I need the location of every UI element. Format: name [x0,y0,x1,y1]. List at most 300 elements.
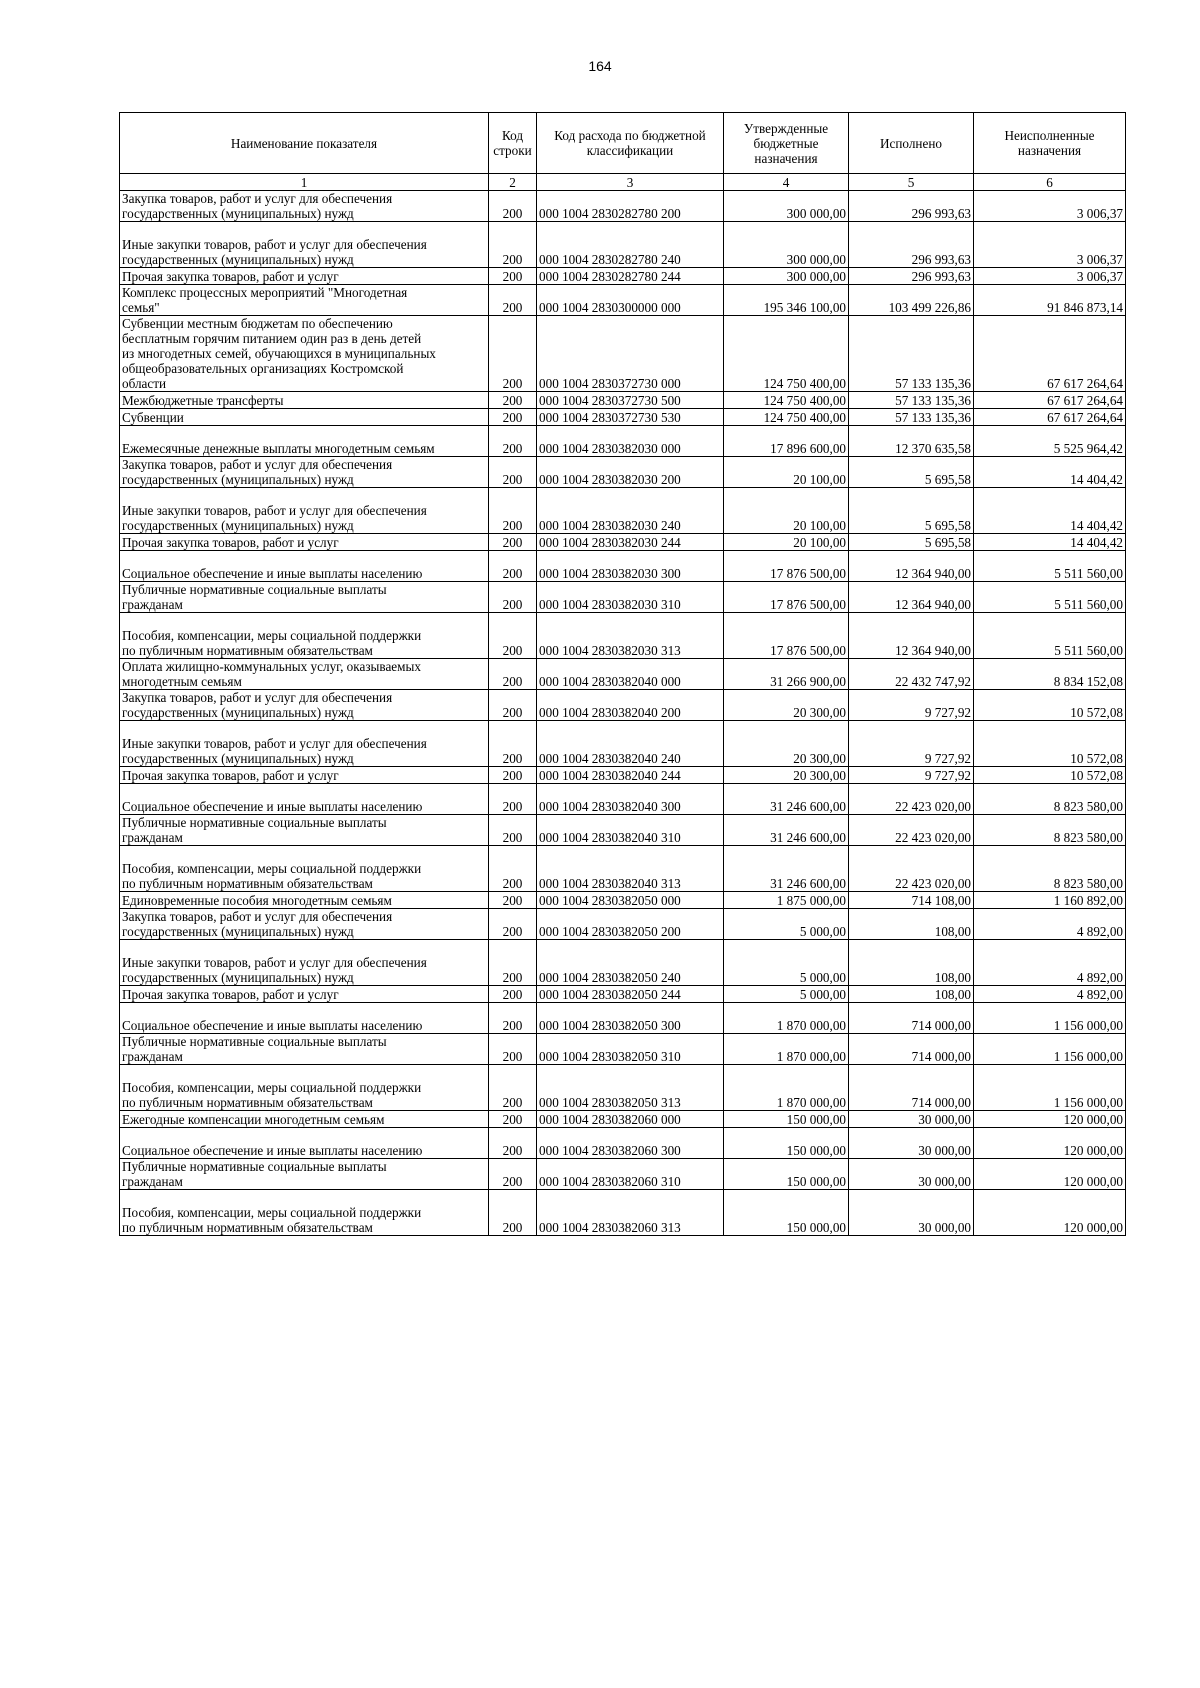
indicator-name-line: гражданам [122,1174,183,1189]
indicator-name-line: по публичным нормативным обязательствам [122,1095,373,1110]
indicator-name-cell [120,784,489,815]
unexecuted-amount-cell: 91 846 873,14 [974,285,1126,316]
unexecuted-amount-cell: 14 404,42 [974,534,1126,551]
unexecuted-amount-cell: 3 006,37 [974,222,1126,268]
indicator-name-line: области [122,376,167,391]
executed-amount-cell: 57 133 135,36 [849,392,974,409]
indicator-name-cell [120,426,489,457]
table-row [120,784,1126,815]
executed-amount-cell: 103 499 226,86 [849,285,974,316]
expense-code-cell: 000 1004 2830382030 310 [537,582,724,613]
header-approved: Утвержденные бюджетные назначения [724,113,849,174]
line-code-cell: 200 [489,1065,537,1111]
approved-amount-cell: 31 246 600,00 [724,815,849,846]
expense-code-cell: 000 1004 2830382030 240 [537,488,724,534]
executed-amount-cell: 9 727,92 [849,690,974,721]
table-row [120,285,1126,316]
indicator-name-line: Иные закупки товаров, работ и услуг для обеспечения [122,955,427,970]
table-row [120,659,1126,690]
table-row [120,409,1126,426]
indicator-name-line: Иные закупки товаров, работ и услуг для обеспечения [122,237,427,252]
unexecuted-amount-cell: 4 892,00 [974,986,1126,1003]
indicator-name-line: Прочая закупка товаров, работ и услуг [122,768,339,783]
line-code-cell: 200 [489,1128,537,1159]
approved-amount-cell: 150 000,00 [724,1159,849,1190]
unexecuted-amount-cell: 14 404,42 [974,488,1126,534]
executed-amount-cell: 30 000,00 [849,1111,974,1128]
line-code-cell: 200 [489,767,537,784]
line-code-cell: 200 [489,940,537,986]
indicator-name-cell [120,457,489,488]
executed-amount-cell: 22 423 020,00 [849,846,974,892]
line-code-cell: 200 [489,613,537,659]
unexecuted-amount-cell: 10 572,08 [974,690,1126,721]
indicator-name-line: Социальное обеспечение и иные выплаты населению [122,1143,423,1158]
indicator-name-line: государственных (муниципальных) нужд [122,924,354,939]
table-row [120,316,1126,392]
table-body [120,191,1126,1236]
indicator-name-line [122,613,486,628]
indicator-name-cell [120,1065,489,1111]
line-code-cell: 200 [489,392,537,409]
approved-amount-cell: 5 000,00 [724,940,849,986]
table-row [120,191,1126,222]
column-number: 3 [537,174,724,191]
approved-amount-cell: 20 100,00 [724,457,849,488]
executed-amount-cell: 30 000,00 [849,1128,974,1159]
expense-code-cell: 000 1004 2830382030 313 [537,613,724,659]
expense-code-cell: 000 1004 2830382040 000 [537,659,724,690]
page-number: 164 [588,58,612,74]
approved-amount-cell: 20 300,00 [724,767,849,784]
indicator-name-line [122,940,486,955]
indicator-name-cell [120,1190,489,1236]
indicator-name-line: Социальное обеспечение и иные выплаты населению [122,566,423,581]
executed-amount-cell: 714 000,00 [849,1034,974,1065]
indicator-name-line [122,784,486,799]
executed-amount-cell: 9 727,92 [849,767,974,784]
indicator-name-line: Пособия, компенсации, меры социальной поддержки [122,861,422,876]
unexecuted-amount-cell: 67 617 264,64 [974,392,1126,409]
executed-amount-cell: 714 108,00 [849,892,974,909]
approved-amount-cell: 20 300,00 [724,721,849,767]
unexecuted-amount-cell: 14 404,42 [974,457,1126,488]
indicator-name-cell [120,191,489,222]
unexecuted-amount-cell: 4 892,00 [974,909,1126,940]
executed-amount-cell: 9 727,92 [849,721,974,767]
table-row [120,551,1126,582]
expense-code-cell: 000 1004 2830382050 000 [537,892,724,909]
indicator-name-cell [120,1111,489,1128]
unexecuted-amount-cell: 10 572,08 [974,721,1126,767]
unexecuted-amount-cell: 1 156 000,00 [974,1034,1126,1065]
column-number: 5 [849,174,974,191]
column-number: 6 [974,174,1126,191]
column-number: 2 [489,174,537,191]
indicator-name-line [122,426,486,441]
expense-code-cell: 000 1004 2830382060 300 [537,1128,724,1159]
header-unexecuted: Неисполненные назначения [974,113,1126,174]
budget-execution-table [119,112,1126,1236]
expense-code-cell: 000 1004 2830382030 200 [537,457,724,488]
expense-code-cell: 000 1004 2830382050 313 [537,1065,724,1111]
indicator-name-line: государственных (муниципальных) нужд [122,472,354,487]
unexecuted-amount-cell: 5 511 560,00 [974,551,1126,582]
executed-amount-cell: 22 423 020,00 [849,784,974,815]
executed-amount-cell: 296 993,63 [849,222,974,268]
indicator-name-line: Иные закупки товаров, работ и услуг для обеспечения [122,503,427,518]
approved-amount-cell: 17 876 500,00 [724,582,849,613]
line-code-cell: 200 [489,1034,537,1065]
approved-amount-cell: 1 875 000,00 [724,892,849,909]
indicator-name-line: Закупка товаров, работ и услуг для обеспечения [122,191,393,206]
unexecuted-amount-cell: 8 823 580,00 [974,815,1126,846]
indicator-name-line: Единовременные пособия многодетным семьям [122,893,392,908]
approved-amount-cell: 300 000,00 [724,191,849,222]
approved-amount-cell: 31 246 600,00 [724,846,849,892]
line-code-cell: 200 [489,659,537,690]
indicator-name-line: Закупка товаров, работ и услуг для обеспечения [122,909,393,924]
unexecuted-amount-cell: 8 823 580,00 [974,784,1126,815]
expense-code-cell: 000 1004 2830382040 310 [537,815,724,846]
header-executed: Исполнено [849,113,974,174]
table-row [120,815,1126,846]
unexecuted-amount-cell: 5 525 964,42 [974,426,1126,457]
expense-code-cell: 000 1004 2830382050 240 [537,940,724,986]
expense-code-cell: 000 1004 2830282780 200 [537,191,724,222]
table-row [120,1111,1126,1128]
indicator-name-cell [120,268,489,285]
expense-code-cell: 000 1004 2830282780 240 [537,222,724,268]
executed-amount-cell: 5 695,58 [849,457,974,488]
indicator-name-cell [120,316,489,392]
column-number: 4 [724,174,849,191]
approved-amount-cell: 17 876 500,00 [724,551,849,582]
indicator-name-cell [120,721,489,767]
indicator-name-line: Пособия, компенсации, меры социальной поддержки [122,1205,422,1220]
unexecuted-amount-cell: 1 160 892,00 [974,892,1126,909]
executed-amount-cell: 57 133 135,36 [849,316,974,392]
line-code-cell: 200 [489,222,537,268]
table-row [120,1034,1126,1065]
indicator-name-cell [120,1034,489,1065]
expense-code-cell: 000 1004 2830382030 000 [537,426,724,457]
table-row [120,268,1126,285]
table-row [120,1190,1126,1236]
line-code-cell: 200 [489,488,537,534]
expense-code-cell: 000 1004 2830382040 244 [537,767,724,784]
expense-code-cell: 000 1004 2830282780 244 [537,268,724,285]
indicator-name-line: многодетным семьям [122,674,242,689]
approved-amount-cell: 1 870 000,00 [724,1003,849,1034]
line-code-cell: 200 [489,892,537,909]
expense-code-cell: 000 1004 2830382060 313 [537,1190,724,1236]
unexecuted-amount-cell: 3 006,37 [974,191,1126,222]
indicator-name-cell [120,285,489,316]
expense-code-cell: 000 1004 2830382060 310 [537,1159,724,1190]
indicator-name-line: гражданам [122,830,183,845]
approved-amount-cell: 20 300,00 [724,690,849,721]
line-code-cell: 200 [489,986,537,1003]
unexecuted-amount-cell: 4 892,00 [974,940,1126,986]
indicator-name-line: Закупка товаров, работ и услуг для обеспечения [122,457,393,472]
executed-amount-cell: 5 695,58 [849,488,974,534]
expense-code-cell: 000 1004 2830300000 000 [537,285,724,316]
expense-code-cell: 000 1004 2830382050 200 [537,909,724,940]
executed-amount-cell: 108,00 [849,940,974,986]
indicator-name-line: по публичным нормативным обязательствам [122,876,373,891]
line-code-cell: 200 [489,721,537,767]
indicator-name-line: общеобразовательных организациях Костромской [122,361,404,376]
line-code-cell: 200 [489,846,537,892]
indicator-name-cell [120,534,489,551]
column-number-row [120,174,1126,191]
indicator-name-line [122,1128,486,1143]
indicator-name-line [122,1065,486,1080]
indicator-name-line [122,551,486,566]
expense-code-cell: 000 1004 2830382050 300 [537,1003,724,1034]
line-code-cell: 200 [489,316,537,392]
approved-amount-cell: 5 000,00 [724,909,849,940]
approved-amount-cell: 195 346 100,00 [724,285,849,316]
indicator-name-line: Ежемесячные денежные выплаты многодетным семьям [122,441,435,456]
approved-amount-cell: 5 000,00 [724,986,849,1003]
executed-amount-cell: 296 993,63 [849,191,974,222]
executed-amount-cell: 57 133 135,36 [849,409,974,426]
line-code-cell: 200 [489,1003,537,1034]
indicator-name-line: государственных (муниципальных) нужд [122,206,354,221]
indicator-name-cell [120,488,489,534]
expense-code-cell: 000 1004 2830382040 200 [537,690,724,721]
executed-amount-cell: 12 364 940,00 [849,613,974,659]
table-row [120,457,1126,488]
executed-amount-cell: 714 000,00 [849,1065,974,1111]
header-line-code: Код строки [489,113,537,174]
indicator-name-line: государственных (муниципальных) нужд [122,705,354,720]
indicator-name-line: по публичным нормативным обязательствам [122,1220,373,1235]
expense-code-cell: 000 1004 2830382040 240 [537,721,724,767]
line-code-cell: 200 [489,1159,537,1190]
table-row [120,582,1126,613]
executed-amount-cell: 22 423 020,00 [849,815,974,846]
indicator-name-line: Пособия, компенсации, меры социальной поддержки [122,628,422,643]
executed-amount-cell: 108,00 [849,909,974,940]
header-name: Наименование показателя [120,113,489,174]
indicator-name-line: гражданам [122,1049,183,1064]
line-code-cell: 200 [489,815,537,846]
indicator-name-line [122,846,486,861]
table-row [120,1065,1126,1111]
unexecuted-amount-cell: 67 617 264,64 [974,409,1126,426]
expense-code-cell: 000 1004 2830382060 000 [537,1111,724,1128]
approved-amount-cell: 150 000,00 [724,1190,849,1236]
table-row [120,426,1126,457]
line-code-cell: 200 [489,1111,537,1128]
line-code-cell: 200 [489,285,537,316]
indicator-name-cell [120,690,489,721]
table-header-row [120,113,1126,174]
approved-amount-cell: 20 100,00 [724,488,849,534]
indicator-name-line: гражданам [122,597,183,612]
executed-amount-cell: 714 000,00 [849,1003,974,1034]
indicator-name-line: Прочая закупка товаров, работ и услуг [122,987,339,1002]
indicator-name-line: Публичные нормативные социальные выплаты [122,1159,387,1174]
unexecuted-amount-cell: 120 000,00 [974,1159,1126,1190]
indicator-name-line: Оплата жилищно-коммунальных услуг, оказываемых [122,659,421,674]
unexecuted-amount-cell: 120 000,00 [974,1190,1126,1236]
unexecuted-amount-cell: 8 823 580,00 [974,846,1126,892]
column-number: 1 [120,174,489,191]
expense-code-cell: 000 1004 2830372730 000 [537,316,724,392]
executed-amount-cell: 12 364 940,00 [849,551,974,582]
line-code-cell: 200 [489,426,537,457]
indicator-name-line: государственных (муниципальных) нужд [122,970,354,985]
indicator-name-line: семья" [122,300,160,315]
line-code-cell: 200 [489,1190,537,1236]
unexecuted-amount-cell: 1 156 000,00 [974,1065,1126,1111]
indicator-name-line: Иные закупки товаров, работ и услуг для обеспечения [122,736,427,751]
table-row [120,892,1126,909]
unexecuted-amount-cell: 67 617 264,64 [974,316,1126,392]
table-row [120,488,1126,534]
executed-amount-cell: 108,00 [849,986,974,1003]
executed-amount-cell: 12 370 635,58 [849,426,974,457]
table-row [120,940,1126,986]
header-expense-code: Код расхода по бюджетной классификации [537,113,724,174]
approved-amount-cell: 124 750 400,00 [724,409,849,426]
expense-code-cell: 000 1004 2830372730 530 [537,409,724,426]
line-code-cell: 200 [489,909,537,940]
line-code-cell: 200 [489,551,537,582]
approved-amount-cell: 150 000,00 [724,1128,849,1159]
approved-amount-cell: 31 266 900,00 [724,659,849,690]
indicator-name-line: Субвенции [122,410,184,425]
indicator-name-cell [120,1003,489,1034]
line-code-cell: 200 [489,268,537,285]
indicator-name-line: бесплатным горячим питанием один раз в день детей [122,331,422,346]
indicator-name-line: Публичные нормативные социальные выплаты [122,815,387,830]
line-code-cell: 200 [489,409,537,426]
indicator-name-cell [120,909,489,940]
indicator-name-line: государственных (муниципальных) нужд [122,751,354,766]
indicator-name-cell [120,940,489,986]
indicator-name-line: Социальное обеспечение и иные выплаты населению [122,1018,423,1033]
line-code-cell: 200 [489,582,537,613]
indicator-name-line [122,1003,486,1018]
table-row [120,767,1126,784]
indicator-name-line [122,1190,486,1205]
table-row [120,1159,1126,1190]
indicator-name-line: Комплекс процессных мероприятий "Многодетная [122,285,408,300]
indicator-name-cell [120,222,489,268]
approved-amount-cell: 124 750 400,00 [724,316,849,392]
indicator-name-line: по публичным нормативным обязательствам [122,643,373,658]
table-row [120,534,1126,551]
table-row [120,690,1126,721]
unexecuted-amount-cell: 3 006,37 [974,268,1126,285]
approved-amount-cell: 150 000,00 [724,1111,849,1128]
approved-amount-cell: 1 870 000,00 [724,1065,849,1111]
indicator-name-cell [120,392,489,409]
indicator-name-cell [120,846,489,892]
table-row [120,613,1126,659]
table-row [120,1003,1126,1034]
indicator-name-cell [120,1128,489,1159]
indicator-name-line: государственных (муниципальных) нужд [122,252,354,267]
indicator-name-cell [120,613,489,659]
indicator-name-line: Межбюджетные трансферты [122,393,284,408]
indicator-name-line: Публичные нормативные социальные выплаты [122,1034,387,1049]
expense-code-cell: 000 1004 2830382030 244 [537,534,724,551]
executed-amount-cell: 5 695,58 [849,534,974,551]
table-row [120,986,1126,1003]
unexecuted-amount-cell: 10 572,08 [974,767,1126,784]
indicator-name-cell [120,767,489,784]
indicator-name-line [122,721,486,736]
line-code-cell: 200 [489,690,537,721]
table-row [120,909,1126,940]
executed-amount-cell: 12 364 940,00 [849,582,974,613]
indicator-name-cell [120,551,489,582]
executed-amount-cell: 296 993,63 [849,268,974,285]
indicator-name-cell [120,815,489,846]
indicator-name-cell [120,659,489,690]
indicator-name-line [122,222,486,237]
table-row [120,846,1126,892]
indicator-name-line: Ежегодные компенсации многодетным семьям [122,1112,385,1127]
line-code-cell: 200 [489,534,537,551]
expense-code-cell: 000 1004 2830382030 300 [537,551,724,582]
indicator-name-cell [120,409,489,426]
unexecuted-amount-cell: 120 000,00 [974,1111,1126,1128]
line-code-cell: 200 [489,457,537,488]
indicator-name-line: государственных (муниципальных) нужд [122,518,354,533]
approved-amount-cell: 20 100,00 [724,534,849,551]
table-row [120,222,1126,268]
line-code-cell: 200 [489,191,537,222]
indicator-name-line: Закупка товаров, работ и услуг для обеспечения [122,690,393,705]
executed-amount-cell: 30 000,00 [849,1190,974,1236]
table-row [120,1128,1126,1159]
indicator-name-line: Социальное обеспечение и иные выплаты населению [122,799,423,814]
indicator-name-line: Публичные нормативные социальные выплаты [122,582,387,597]
executed-amount-cell: 30 000,00 [849,1159,974,1190]
indicator-name-line: из многодетных семей, обучающихся в муниципальных [122,346,436,361]
indicator-name-cell [120,1159,489,1190]
approved-amount-cell: 1 870 000,00 [724,1034,849,1065]
unexecuted-amount-cell: 120 000,00 [974,1128,1126,1159]
approved-amount-cell: 300 000,00 [724,222,849,268]
indicator-name-line: Субвенции местным бюджетам по обеспечению [122,316,393,331]
unexecuted-amount-cell: 5 511 560,00 [974,582,1126,613]
expense-code-cell: 000 1004 2830382050 244 [537,986,724,1003]
expense-code-cell: 000 1004 2830382040 313 [537,846,724,892]
approved-amount-cell: 300 000,00 [724,268,849,285]
line-code-cell: 200 [489,784,537,815]
table-row [120,721,1126,767]
expense-code-cell: 000 1004 2830382050 310 [537,1034,724,1065]
expense-code-cell: 000 1004 2830382040 300 [537,784,724,815]
unexecuted-amount-cell: 8 834 152,08 [974,659,1126,690]
table-row [120,392,1126,409]
indicator-name-line: Прочая закупка товаров, работ и услуг [122,269,339,284]
unexecuted-amount-cell: 5 511 560,00 [974,613,1126,659]
indicator-name-line: Пособия, компенсации, меры социальной поддержки [122,1080,422,1095]
unexecuted-amount-cell: 1 156 000,00 [974,1003,1126,1034]
indicator-name-line: Прочая закупка товаров, работ и услуг [122,535,339,550]
executed-amount-cell: 22 432 747,92 [849,659,974,690]
approved-amount-cell: 124 750 400,00 [724,392,849,409]
